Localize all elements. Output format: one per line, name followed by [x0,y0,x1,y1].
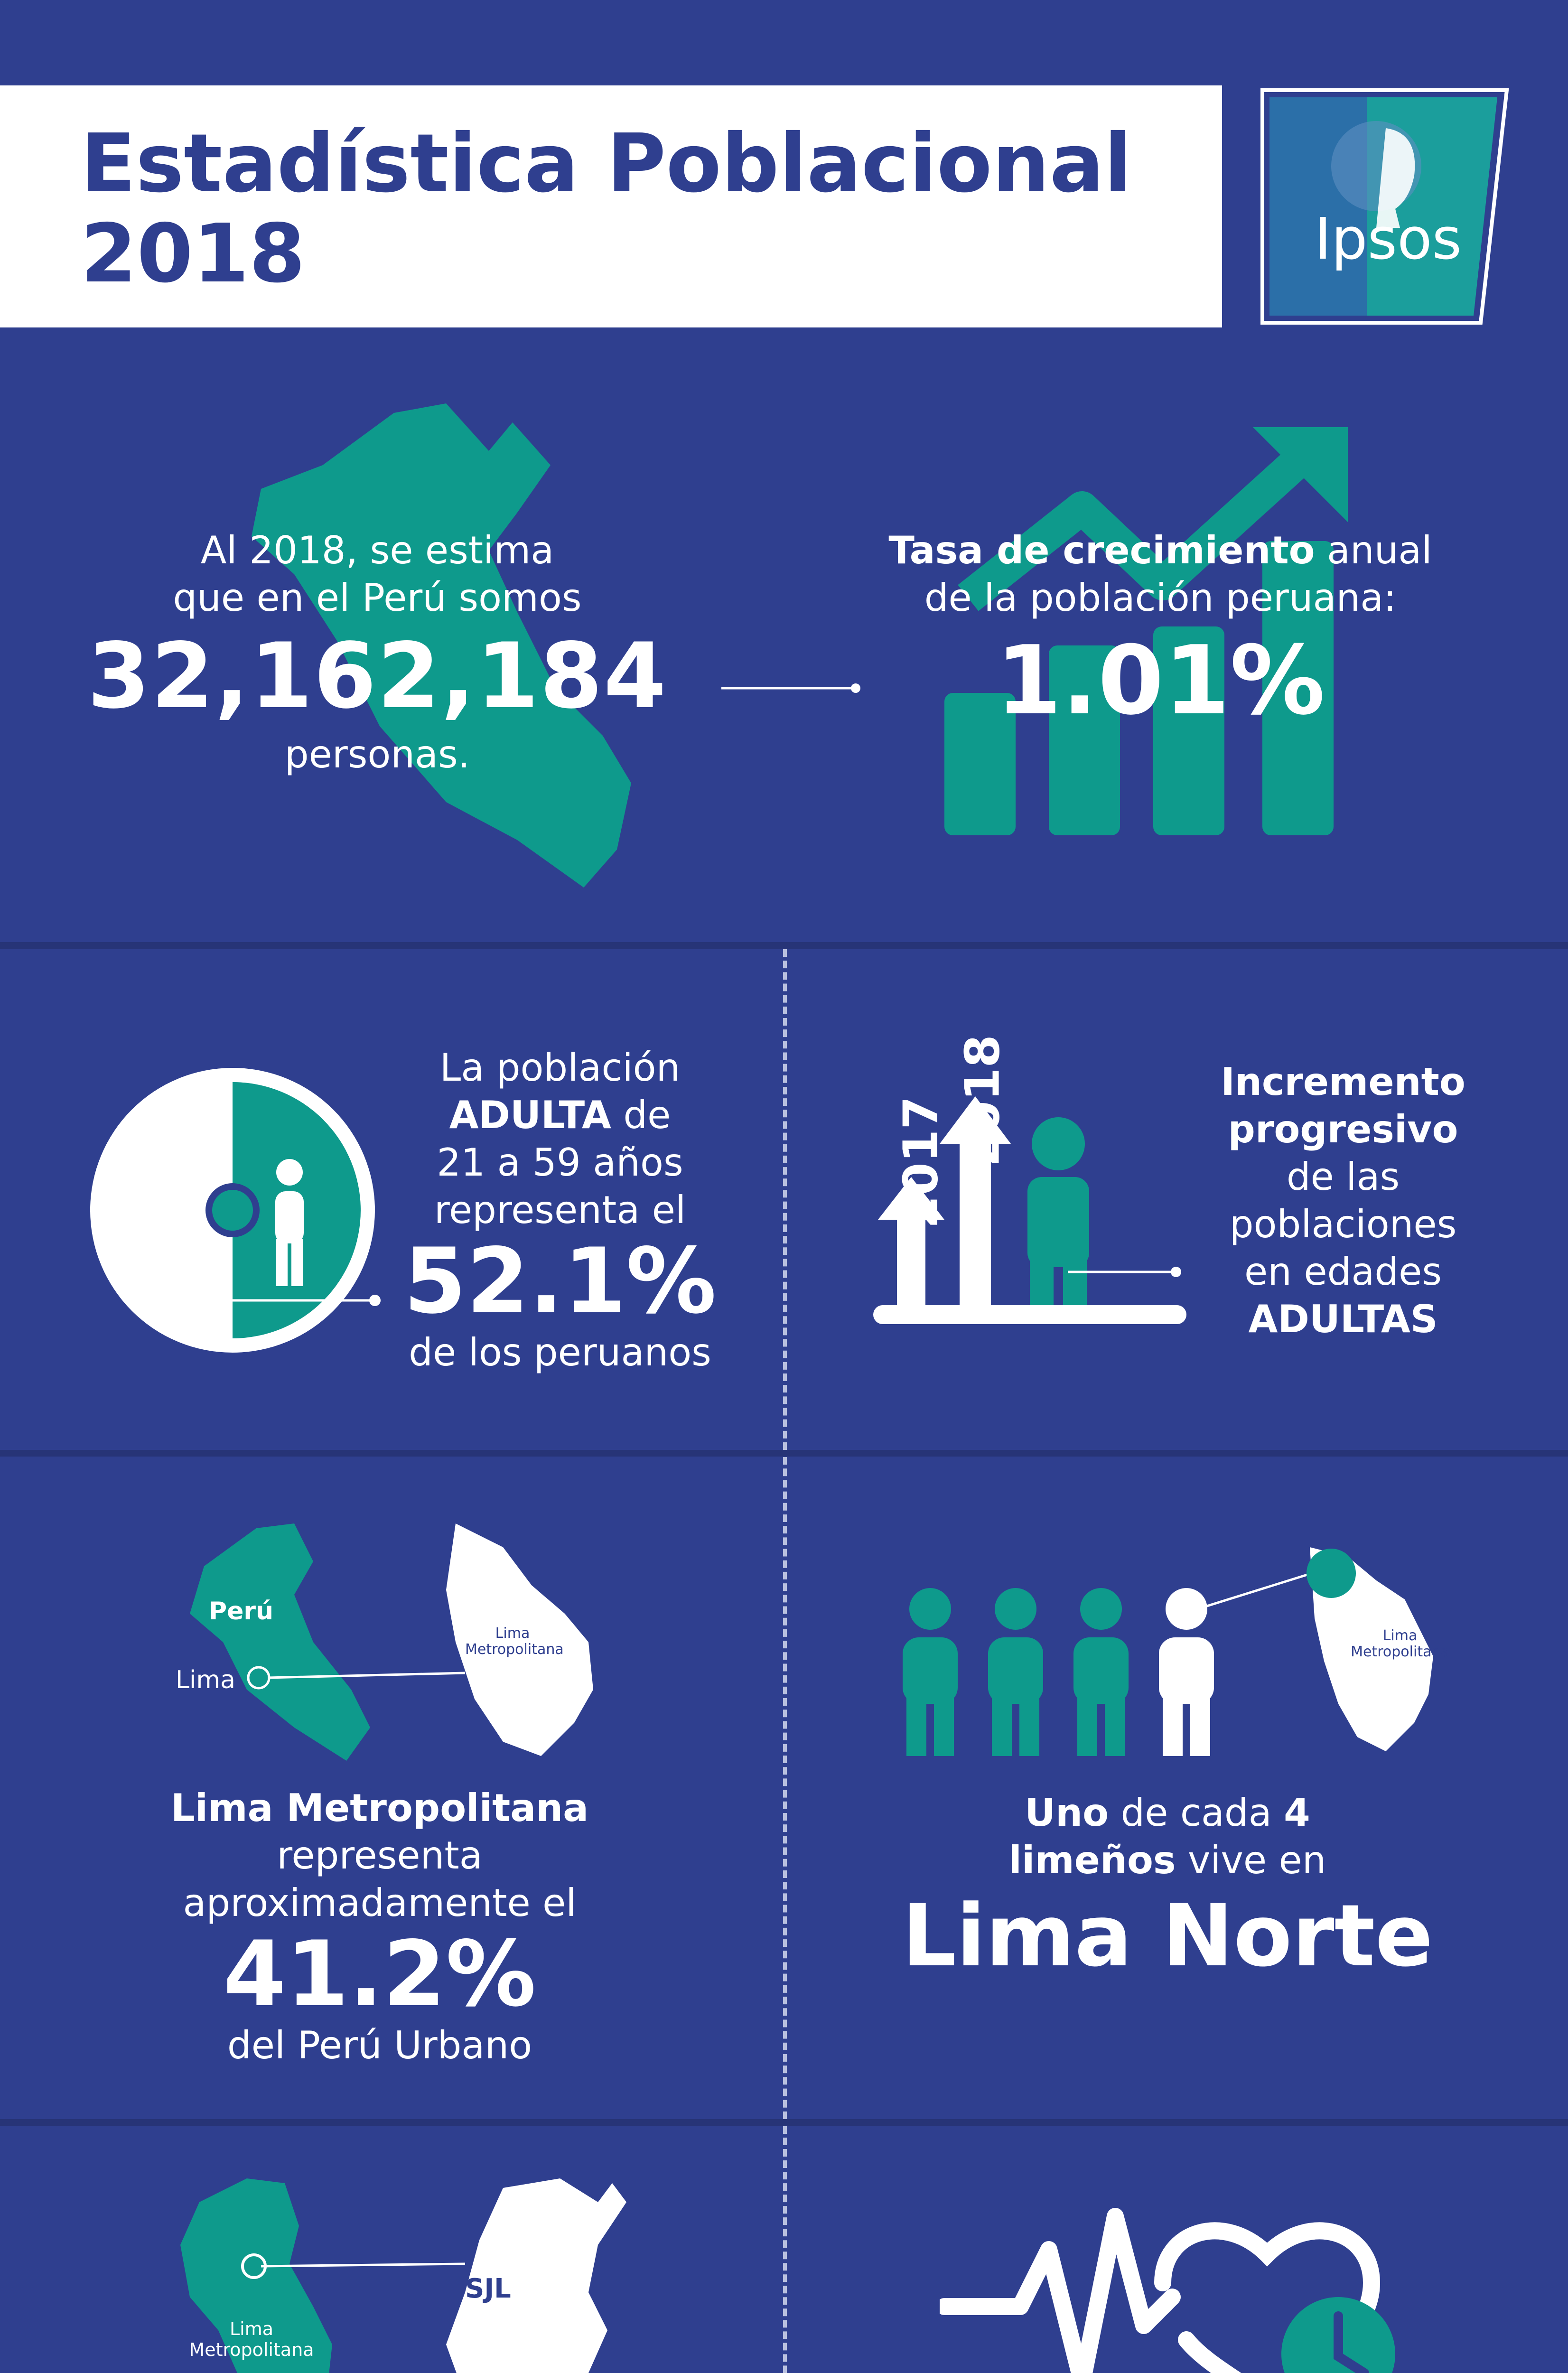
logo-text: Ipsos [1314,206,1462,272]
section-divider-2 [0,1450,1568,1457]
norte-value: Lima Norte [902,1887,1433,1986]
sjl-map-label-metro: Lima Metropolitana [189,2318,314,2360]
increment-line-1: Incremento [1221,1060,1465,1104]
lima-line-3: aproximadamente el [183,1881,577,1925]
population-unit: personas. [284,732,470,776]
adult-pie-icon [90,1068,384,1362]
lima-line-4: del Perú Urbano [227,2023,532,2067]
vertical-divider-4 [783,2126,787,2373]
adult-line-1: La población [439,1046,681,1090]
map-label-lima: Lima [176,1666,235,1694]
norte-map-label-metro: Lima Metropolitana [1351,1627,1449,1660]
vertical-divider-2 [783,949,787,1450]
norte-line-1 [807,1789,1528,1837]
growth-label-rest: anual [1315,528,1432,572]
increment-line-4: poblaciones [1229,1202,1457,1246]
title-line-1: Estadística Poblacional [81,117,1132,211]
ipsos-logo [1258,85,1512,327]
norte-line-1-num: 4 [1284,1791,1310,1835]
adult-line-4: representa el [434,1188,686,1232]
heartbeat-clock-icon [940,2202,1414,2373]
map-label-metro: Lima Metropolitana [465,1625,564,1658]
growth-value: 1.01% [996,626,1325,736]
adult-line-3: 21 a 59 años [437,1140,683,1185]
increment-arrows-icon [868,1020,1191,1329]
lima-value: 41.2% [223,1922,536,2027]
population-number: 32,162,184 [87,624,667,729]
lima-norte-block [807,1789,1528,1989]
adult-line-5: de los peruanos [409,1330,711,1374]
peru-lima-map-icon [171,1519,622,1766]
year-2018: 2018 [954,1035,1010,1167]
increment-line-6: ADULTAS [1248,1297,1438,1341]
title-box [0,85,1222,327]
section-divider-3 [0,2119,1568,2126]
norte-line-2-bold: limeños [1008,1838,1176,1882]
year-2017: 2017 [893,1096,949,1229]
population-line-1: Al 2018, se estima [200,528,554,572]
lima-block [71,1784,688,2069]
population-block [85,527,669,778]
increment-line-3: de las [1286,1155,1400,1199]
growth-line-2: de la población peruana: [924,576,1397,620]
map-label-peru: Perú [209,1597,274,1626]
adult-line-2 [370,1092,750,1139]
norte-line-1-bold: Uno [1025,1791,1109,1835]
adult-block [370,1044,750,1376]
people-icons [892,1538,1476,1761]
title-line-2: 2018 [81,207,306,301]
adult-line-2-rest: de [611,1093,671,1137]
norte-line-2-rest: vive en [1176,1838,1326,1882]
sjl-map-icon [171,2174,636,2373]
increment-block [1163,1058,1523,1343]
section-divider-1 [0,942,1568,949]
norte-line-2 [807,1837,1528,1884]
vertical-divider-3 [783,1457,787,2119]
sjl-map-label: SJL [465,2273,511,2304]
increment-line-5: en edades [1244,1250,1442,1294]
adult-line-2-bold: ADULTA [449,1093,611,1137]
population-line-2: que en el Perú somos [173,576,582,620]
increment-line-2: progresivo [1228,1107,1458,1151]
norte-line-1-rest: de cada [1109,1791,1284,1835]
growth-label-bold: Tasa de crecimiento [888,528,1315,572]
adult-value: 52.1% [403,1229,717,1334]
page-title [81,119,1132,299]
growth-block [831,527,1490,740]
growth-line-1 [831,527,1490,574]
lima-line-2: representa [277,1833,483,1878]
lima-line-1: Lima Metropolitana [170,1786,589,1830]
